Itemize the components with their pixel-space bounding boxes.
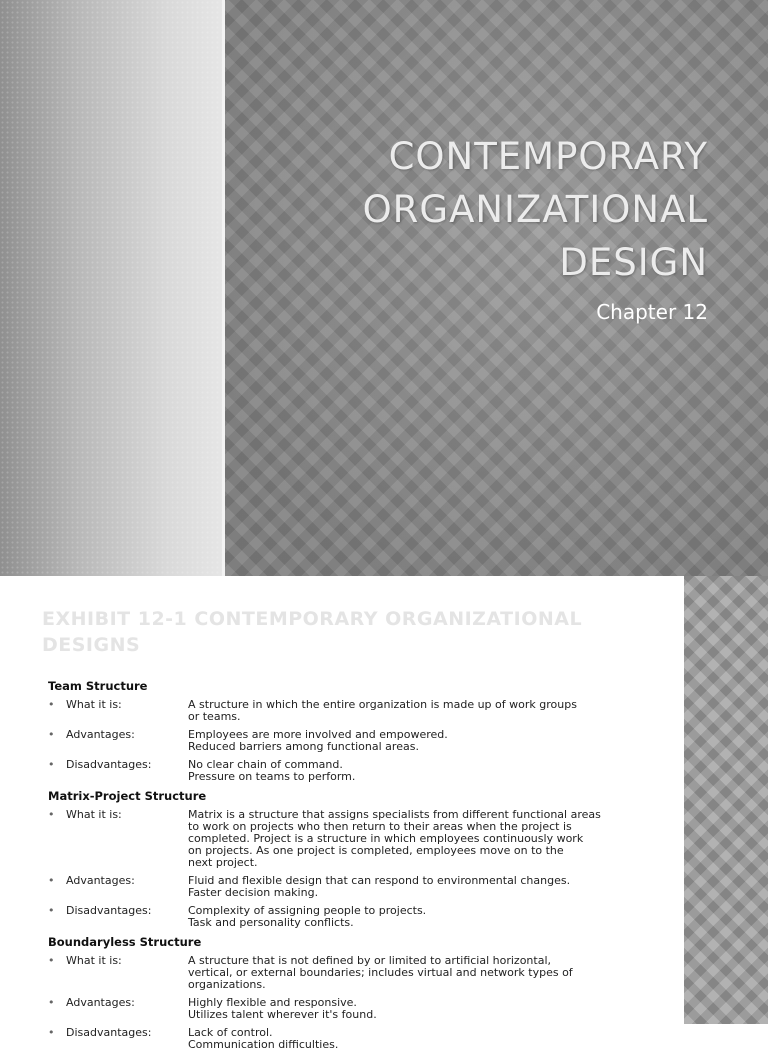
description-line: A structure in which the entire organization is made up of work groups [188, 698, 577, 711]
bullet-icon: • [48, 758, 55, 771]
description-line: vertical, or external boundaries; includes virtual and network types of [188, 966, 573, 979]
bullet-icon: • [48, 874, 55, 887]
description-line: Communication difficulties. [188, 1038, 339, 1051]
row-description [188, 905, 658, 929]
bullet-icon: • [48, 728, 55, 741]
exhibit-table [48, 674, 668, 1057]
bullet-icon: • [48, 1026, 55, 1039]
exhibit-heading: EXHIBIT 12-1 CONTEMPORARY ORGANIZATIONAL DESIGNS [42, 608, 583, 656]
row-label: What it is: [66, 698, 122, 711]
title-line: DESIGN [559, 241, 708, 284]
description-line: organizations. [188, 978, 266, 991]
table-row [48, 729, 668, 753]
description-line: Employees are more involved and empowered. [188, 728, 448, 741]
row-description [188, 729, 658, 753]
table-row [48, 905, 668, 929]
title-line: CONTEMPORARY [388, 135, 708, 178]
description-line: No clear chain of command. [188, 758, 343, 771]
exhibit-slide [0, 576, 768, 1051]
bullet-icon: • [48, 904, 55, 917]
description-line: Fluid and flexible design that can respond to environmental changes. [188, 874, 571, 887]
table-row [48, 997, 668, 1021]
description-line: Task and personality conflicts. [188, 916, 354, 929]
bullet-icon: • [48, 698, 55, 711]
row-description [188, 699, 658, 723]
description-line: Faster decision making. [188, 886, 319, 899]
row-description [188, 1027, 658, 1051]
row-description [188, 759, 658, 783]
table-row [48, 759, 668, 783]
row-label: Advantages: [66, 996, 135, 1009]
row-label: Disadvantages: [66, 1026, 152, 1039]
row-label: Advantages: [66, 728, 135, 741]
description-line: to work on projects who then return to their areas when the project is [188, 820, 572, 833]
title-line: ORGANIZATIONAL [362, 188, 708, 231]
left-gradient-panel [0, 0, 224, 576]
row-description [188, 955, 658, 991]
description-line: Matrix is a structure that assigns specialists from different functional areas [188, 808, 601, 821]
row-description [188, 875, 658, 899]
table-row [48, 699, 668, 723]
row-label: What it is: [66, 954, 122, 967]
description-line: Utilizes talent wherever it's found. [188, 1008, 377, 1021]
row-label: What it is: [66, 808, 122, 821]
dot-texture [0, 0, 224, 576]
bullet-icon: • [48, 996, 55, 1009]
bullet-icon: • [48, 954, 55, 967]
row-label: Disadvantages: [66, 904, 152, 917]
row-label: Advantages: [66, 874, 135, 887]
description-line: Pressure on teams to perform. [188, 770, 356, 783]
description-line: Lack of control. [188, 1026, 273, 1039]
description-line: completed. Project is a structure in which employees continuously work [188, 832, 584, 845]
row-description [188, 997, 658, 1021]
row-description [188, 809, 658, 869]
description-line: A structure that is not defined by or limited to artificial horizontal, [188, 954, 552, 967]
description-line: or teams. [188, 710, 241, 723]
description-line: next project. [188, 856, 258, 869]
table-row [48, 1027, 668, 1051]
description-line: Highly flexible and responsive. [188, 996, 357, 1009]
table-row [48, 955, 668, 991]
bullet-icon: • [48, 808, 55, 821]
description-line: Reduced barriers among functional areas. [188, 740, 419, 753]
description-line: Complexity of assigning people to projects. [188, 904, 427, 917]
table-row [48, 875, 668, 899]
slide-subtitle: Chapter 12 [596, 300, 708, 324]
slide-title [268, 130, 708, 289]
row-label: Disadvantages: [66, 758, 152, 771]
section-title: Boundaryless Structure [48, 935, 202, 949]
section-title: Matrix-Project Structure [48, 789, 207, 803]
table-row [48, 809, 668, 869]
textured-side-strip [684, 576, 768, 1024]
section-title: Team Structure [48, 679, 148, 693]
description-line: on projects. As one project is completed, employees move on to the [188, 844, 564, 857]
